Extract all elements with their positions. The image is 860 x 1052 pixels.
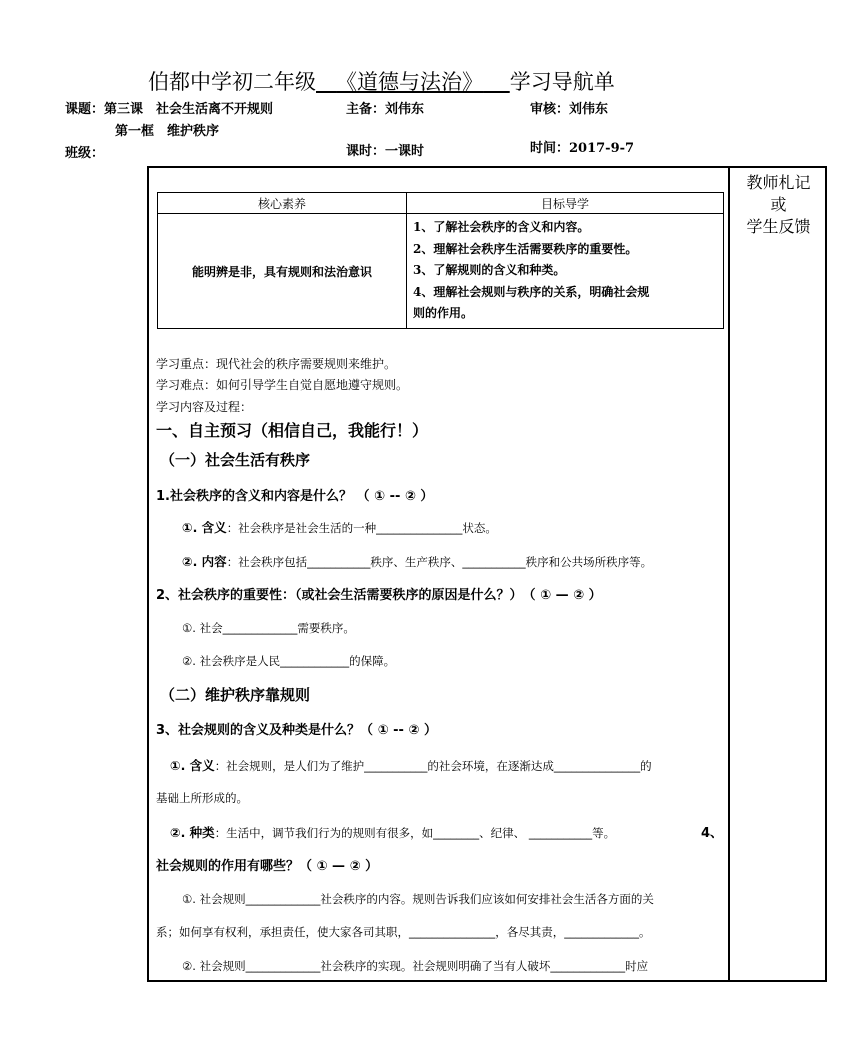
notes-header-line1: 教师札记 [746, 173, 811, 192]
question-1: 1.社会秩序的含义和内容是什么？ （ ① -- ② ） [156, 489, 434, 504]
q1b-label: ②. 内容 [182, 554, 227, 569]
goal-item: 则的作用。 [413, 306, 474, 321]
q3b-text: ：生活中，调节我们行为的规则有很多，如________、纪律、 ___________等。 [214, 826, 616, 840]
process-label: 学习内容及过程： [156, 400, 253, 414]
q3a-label: ①. 含义 [170, 758, 215, 773]
section2-heading: （二）维护秩序靠规则 [160, 686, 311, 704]
q2-answer-a: ①. 社会_____________需要秩序。 [182, 621, 355, 635]
q1a-label: ①. 含义 [182, 520, 227, 535]
q3a-text: ：社会规则，是人们为了维护___________的社会环境，在逐渐达成_______________的 [214, 759, 652, 773]
q3-answer-a [170, 756, 652, 774]
question-4-number: 4、 [701, 826, 724, 841]
date: 时间：2017-9-7 [530, 141, 635, 156]
key-point: 学习重点：现代社会的秩序需要规则来维护。 [156, 357, 397, 371]
title-school: 伯都中学初二年级 [148, 70, 316, 94]
lesson-label: 课题：第三课 社会生活离不开规则 [65, 102, 274, 117]
title-suffix: 学习导航单 [509, 70, 615, 94]
class-label: 班级： [65, 146, 105, 161]
goal-item: 3、了解规则的含义和种类。 [413, 263, 566, 278]
section-label: 第一框 维护秩序 [115, 124, 220, 139]
q1-answer-a [182, 518, 497, 536]
question-4: 社会规则的作用有哪些？（ ① — ② ） [156, 859, 379, 874]
notes-header-line3: 学生反馈 [746, 217, 811, 236]
core-literacy-cell: 能明辨是非，具有规则和法治意识 [158, 214, 407, 329]
title-subject: 《道德与法治》 [336, 70, 484, 94]
goal-item: 1、了解社会秩序的含义和内容。 [413, 220, 590, 235]
goal-item: 2、理解社会秩序生活需要秩序的重要性。 [413, 241, 638, 256]
col-header-goals: 目标导学 [407, 193, 724, 214]
question-3: 3、社会规则的含义及种类是什么？（ ① -- ② ） [156, 723, 437, 738]
notes-column-header [730, 172, 827, 238]
chief-editor: 主备：刘伟东 [346, 102, 425, 117]
question-2: 2、社会秩序的重要性：（或社会生活需要秩序的原因是什么？） （ ① — ② ） [156, 588, 602, 603]
section1-heading: （一）社会生活有秩序 [160, 451, 311, 469]
goals-table [157, 192, 724, 329]
q3b-label: ②. 种类 [170, 825, 215, 840]
q4-answer-a-cont: 系；如何享有权利，承担责任，使大家各司其职，_______________，各尽其责，_____________。 [156, 925, 651, 939]
q4-answer-b: ②. 社会规则_____________社会秩序的实现。社会规则明确了当有人破坏_____________时应 [182, 959, 649, 973]
difficulty: 学习难点：如何引导学生自觉自愿地遵守规则。 [156, 378, 409, 392]
q1-answer-b [182, 552, 652, 570]
q1a-text: ：社会秩序是社会生活的一种_______________状态。 [226, 521, 497, 535]
q2-answer-b: ②. 社会秩序是人民____________的保障。 [182, 654, 396, 668]
goals-cell [407, 214, 724, 329]
q3-answer-a-cont: 基础上所形成的。 [156, 791, 248, 805]
q3-answer-b [170, 823, 615, 841]
q1b-text: ：社会秩序包括___________秩序、生产秩序、___________秩序和公共场所秩序等。 [226, 555, 653, 569]
col-header-core: 核心素养 [158, 193, 407, 214]
notes-header-line2: 或 [770, 195, 787, 214]
doc-title [148, 66, 615, 96]
column-divider [728, 168, 730, 980]
part1-heading: 一、自主预习（相信自己，我能行！） [156, 421, 429, 440]
reviewer: 审核：刘伟东 [530, 102, 609, 117]
period: 课时：一课时 [346, 144, 425, 159]
q4-answer-a: ①. 社会规则_____________社会秩序的内容。规则告诉我们应该如何安排社会生活各方面的关 [182, 892, 654, 906]
goal-item: 4、理解社会规则与秩序的关系，明确社会规 [413, 284, 650, 299]
